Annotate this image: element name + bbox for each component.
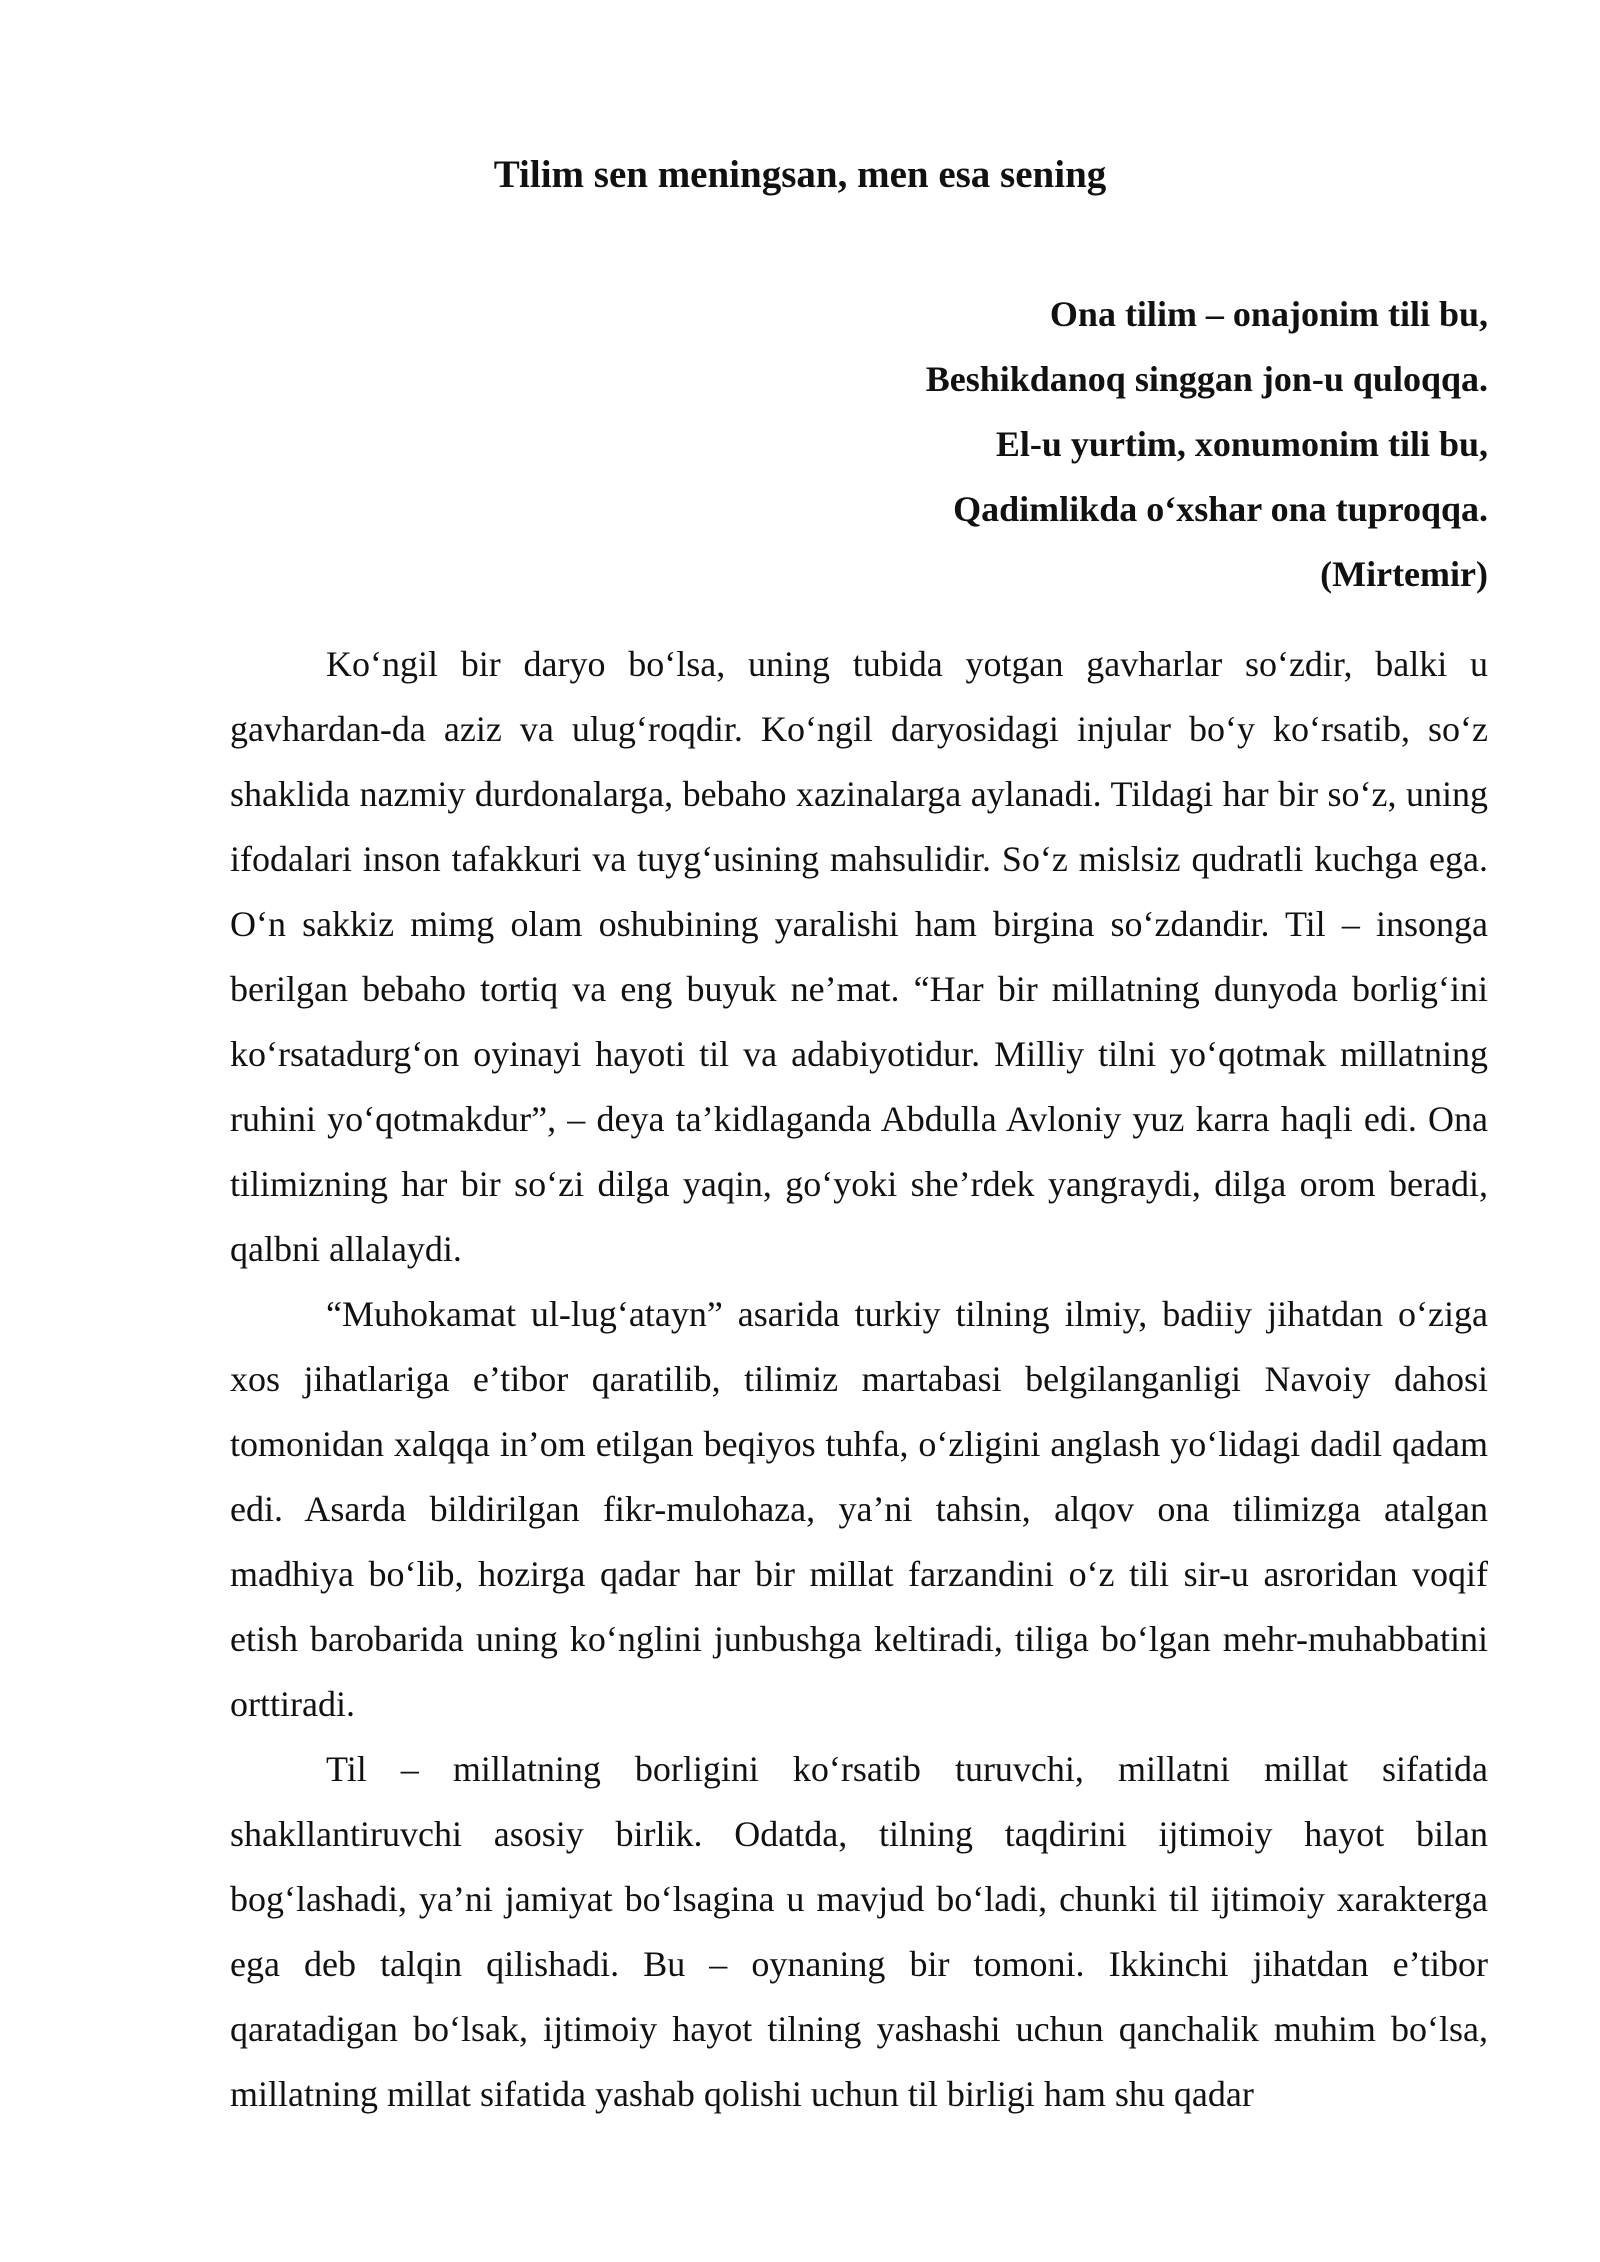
paragraph: “Muhokamat ul-lug‘atayn” asarida turkiy tilning ilmiy, badiiy jihatdan o‘ziga xos jihatlariga e’tibor qaratilib, tilimiz martabasi belgilanganligi Navoiy dahosi tomonidan xalqqa in’om etilgan beqiyos tuhfa, o‘zligini anglash yo‘lidagi dadil qadam edi. Asarda bildirilgan fikr-mulohaza, ya’ni tahsin, alqov ona tilimizga atalgan madhiya bo‘lib, hozirga qadar har bir millat farzandini o‘z tili sir-u asroridan voqif etish barobarida uning ko‘nglini junbushga keltiradi, tiliga bo‘lgan mehr-muhabbatini orttiradi.	[230, 1294, 1488, 1724]
document-title: Tilim sen meningsan, men esa sening	[493, 153, 1107, 196]
paragraph: Ko‘ngil bir daryo bo‘lsa, uning tubida yotgan gavharlar so‘zdir, balki u gavhardan-da aziz va ulug‘roqdir. Ko‘ngil daryosidagi injular bo‘y ko‘rsatib, so‘z shaklida nazmiy durdonalarga, bebaho xazinalarga aylanadi. Tildagi har bir so‘z, uning ifodalari inson tafakkuri va tuyg‘usining mahsulidir. So‘z mislsiz qudratli kuchga ega. O‘n sakkiz mimg olam oshubining yaralishi ham birgina so‘zdandir. Til – insonga berilgan bebaho tortiq va eng buyuk ne’mat. “Har bir millatning dunyoda borlig‘ini ko‘rsatadurg‘on oyinayi hayoti til va adabiyotidur. Milliy tilni yo‘qotmak millatning ruhini yo‘qotmakdur”, – deya ta’kidlaganda Abdulla Avloniy yuz karra haqli edi. Ona tilimizning har bir so‘zi dilga yaqin, go‘yoki she’rdek yangraydi, dilga orom beradi, qalbni allalaydi.	[230, 644, 1488, 1269]
epigraph-line: Qadimlikda o‘xshar ona tuproqqa.	[953, 489, 1488, 529]
epigraph-line: El-u yurtim, xonumonim tili bu,	[995, 424, 1488, 464]
document-body	[230, 632, 1488, 2127]
epigraph	[926, 282, 1488, 607]
paragraph: Til – millatning borligini ko‘rsatib turuvchi, millatni millat sifatida shakllantiruvchi asosiy birlik. Odatda, tilning taqdirini ijtimoiy hayot bilan bog‘lashadi, ya’ni jamiyat bo‘lsagina u mavjud bo‘ladi, chunki til ijtimoiy xarakterga ega deb talqin qilishadi. Bu – oynaning bir tomoni. Ikkinchi jihatdan e’tibor qaratadigan bo‘lsak, ijtimoiy hayot tilning yashashi uchun qanchalik muhim bo‘lsa, millatning millat sifatida yashab qolishi uchun til birligi ham shu qadar	[230, 1749, 1488, 2114]
epigraph-line: Beshikdanoq singgan jon-u quloqqa.	[925, 359, 1488, 399]
epigraph-line: Ona tilim – onajonim tili bu,	[1049, 294, 1488, 334]
epigraph-author: (Mirtemir)	[1320, 554, 1488, 594]
